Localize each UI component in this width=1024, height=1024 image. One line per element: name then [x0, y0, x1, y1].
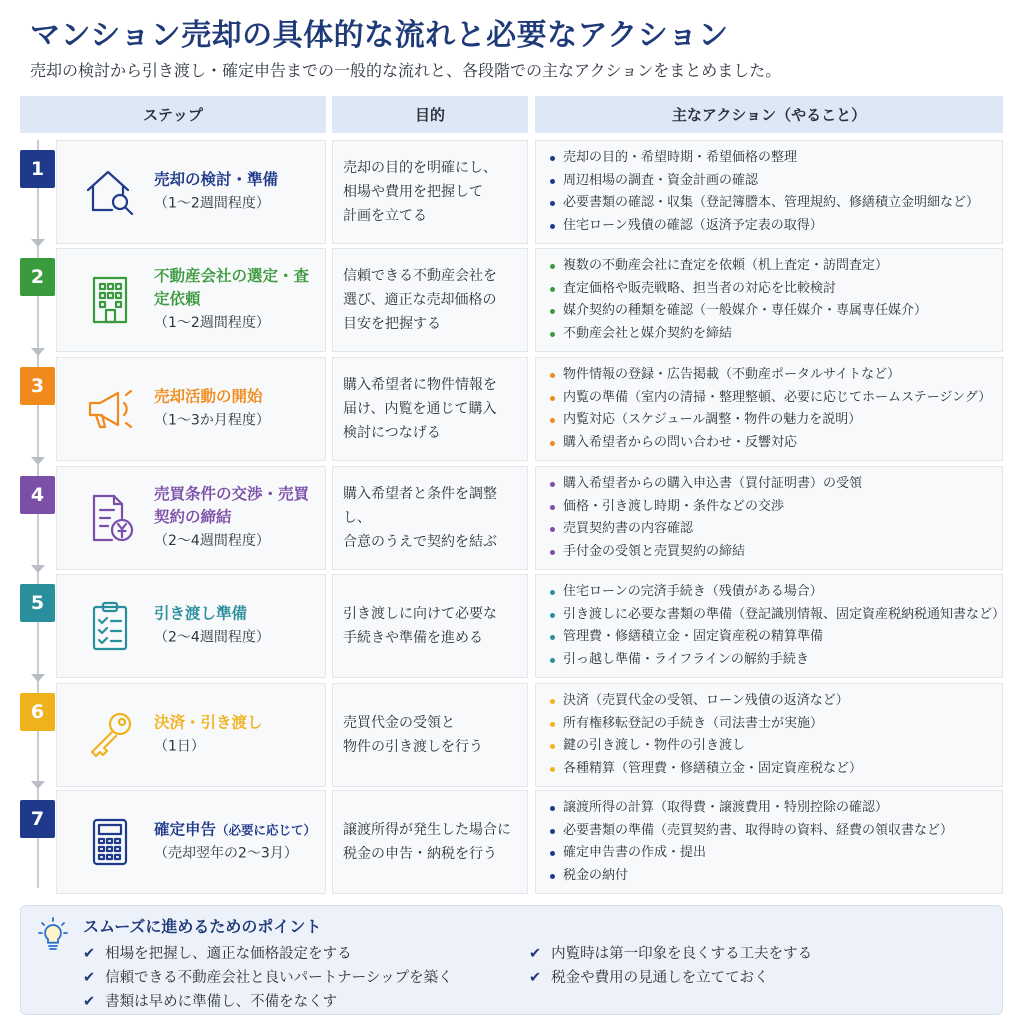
check-icon: ✔: [529, 946, 542, 962]
step-cell: [56, 357, 326, 461]
step-duration: （2〜4週間程度）: [154, 533, 270, 549]
step-cell: [56, 683, 326, 787]
action-list: [548, 473, 998, 563]
action-item: 査定価格や販売戦略、担当者の対応を比較検討: [548, 278, 998, 301]
step-purpose: 売買代金の受領と 物件の引き渡しを行う: [343, 715, 483, 755]
contract-yen-icon: [81, 489, 139, 547]
action-item: 引き渡しに必要な書類の準備（登記識別情報、固定資産税納税通知書など）: [548, 604, 998, 627]
action-item: 購入希望者からの購入申込書（買付証明書）の受領: [548, 473, 998, 496]
clipboard-check-icon: [81, 597, 139, 655]
action-item: 管理費・修繕積立金・固定資産税の精算準備: [548, 626, 998, 649]
action-item: 内覧対応（スケジュール調整・物件の魅力を説明）: [548, 409, 998, 432]
page-subtitle: 売却の検討から引き渡し・確定申告までの一般的な流れと、各段階での主なアクションをまとめました。: [30, 61, 782, 80]
lightbulb-icon: [37, 916, 69, 952]
step-cell: [56, 790, 326, 894]
tip-item: ✔ 信頼できる不動産会社と良いパートナーシップを築く: [83, 970, 453, 986]
house-search-icon: [81, 163, 139, 221]
check-icon: ✔: [83, 994, 96, 1010]
action-item: 各種精算（管理費・修繕積立金・固定資産税など）: [548, 758, 998, 781]
step-number-badge: 3: [20, 367, 55, 405]
step-purpose: 引き渡しに向けて必要な 手続きや準備を進める: [343, 606, 497, 646]
step-duration: （1日）: [154, 738, 205, 755]
step-number-badge: 6: [20, 693, 55, 731]
building-icon: [81, 271, 139, 329]
actions-cell: [535, 683, 1003, 787]
step-number-badge: 1: [20, 150, 55, 188]
tip-item: ✔ 内覧時は第一印象を良くする工夫をする: [529, 946, 813, 962]
actions-cell: [535, 248, 1003, 352]
step-purpose: 購入希望者に物件情報を 届け、内覧を通じて購入 検討につなげる: [343, 377, 497, 441]
step-row: [0, 140, 1024, 244]
check-icon: ✔: [83, 970, 96, 986]
action-item: 引っ越し準備・ライフラインの解約手続き: [548, 649, 998, 672]
step-cell: [56, 248, 326, 352]
action-item: 複数の不動産会社に査定を依頼（机上査定・訪問査定）: [548, 255, 998, 278]
action-item: 必要書類の準備（売買契約書、取得時の資料、経費の領収書など）: [548, 820, 998, 843]
action-item: 購入希望者からの問い合わせ・反響対応: [548, 432, 998, 455]
step-title: 売却活動の開始 （1〜3か月程度）: [154, 386, 324, 433]
key-icon: [81, 706, 139, 764]
actions-cell: [535, 140, 1003, 244]
purpose-cell: [332, 248, 528, 352]
action-list: [548, 255, 998, 345]
check-icon: ✔: [83, 946, 96, 962]
action-item: 譲渡所得の計算（取得費・譲渡費用・特別控除の確認）: [548, 797, 998, 820]
step-purpose: 購入希望者と条件を調整し、 合意のうえで契約を結ぶ: [343, 486, 497, 550]
action-item: 決済（売買代金の受領、ローン残債の返済など）: [548, 690, 998, 713]
step-purpose: 売却の目的を明確にし、 相場や費用を把握して 計画を立てる: [343, 160, 497, 224]
action-item: 所有権移転登記の手続き（司法書士が実施）: [548, 713, 998, 736]
step-title: 引き渡し準備 （2〜4週間程度）: [154, 603, 324, 650]
action-item: 鍵の引き渡し・物件の引き渡し: [548, 735, 998, 758]
step-row: [0, 574, 1024, 678]
action-item: 周辺相場の調査・資金計画の確認: [548, 170, 998, 193]
step-number-badge: 4: [20, 476, 55, 514]
tips-title: スムーズに進めるためのポイント: [83, 917, 322, 936]
purpose-cell: [332, 790, 528, 894]
step-number-badge: 5: [20, 584, 55, 622]
step-purpose: 譲渡所得が発生した場合に 税金の申告・納税を行う: [343, 822, 511, 862]
tip-item: ✔ 書類は早めに準備し、不備をなくす: [83, 994, 338, 1010]
step-row: [0, 248, 1024, 352]
step-duration: （1〜3か月程度）: [154, 412, 270, 429]
step-cell: [56, 140, 326, 244]
step-title: 売買条件の交渉・売買契約の締結 （2〜4週間程度）: [154, 483, 324, 553]
check-icon: ✔: [529, 970, 542, 986]
step-title: 売却の検討・準備 （1〜2週間程度）: [154, 169, 324, 216]
step-duration: （2〜4週間程度）: [154, 629, 270, 646]
action-item: 税金の納付: [548, 865, 998, 888]
action-item: 物件情報の登録・広告掲載（不動産ポータルサイトなど）: [548, 364, 998, 387]
step-title: 決済・引き渡し （1日）: [154, 712, 324, 759]
purpose-cell: [332, 466, 528, 570]
action-item: 内覧の準備（室内の清掃・整理整頓、必要に応じてホームステージング）: [548, 387, 998, 410]
actions-cell: [535, 790, 1003, 894]
action-item: 手付金の受領と売買契約の締結: [548, 541, 998, 564]
step-row: [0, 357, 1024, 461]
actions-cell: [535, 466, 1003, 570]
column-header-actions: 主なアクション（やること）: [535, 96, 1003, 133]
step-cell: [56, 466, 326, 570]
page-title: マンション売却の具体的な流れと必要なアクション: [30, 18, 729, 53]
column-header-purpose: 目的: [332, 96, 528, 133]
step-title: 確定申告（必要に応じて） （売却翌年の2〜3月）: [154, 819, 324, 866]
action-item: 価格・引き渡し時期・条件などの交渉: [548, 496, 998, 519]
purpose-cell: [332, 357, 528, 461]
megaphone-icon: [81, 380, 139, 438]
tip-item: ✔ 相場を把握し、適正な価格設定をする: [83, 946, 352, 962]
action-list: [548, 797, 998, 887]
action-item: 不動産会社と媒介契約を締結: [548, 323, 998, 346]
action-item: 住宅ローン残債の確認（返済予定表の取得）: [548, 215, 998, 238]
column-header-step: ステップ: [20, 96, 326, 133]
tips-box: [20, 905, 1003, 1015]
actions-cell: [535, 574, 1006, 678]
step-duration: （1〜2週間程度）: [154, 195, 270, 212]
actions-cell: [535, 357, 1003, 461]
purpose-cell: [332, 683, 528, 787]
action-item: 必要書類の確認・収集（登記簿謄本、管理規約、修繕積立金明細など）: [548, 192, 998, 215]
action-item: 売却の目的・希望時期・希望価格の整理: [548, 147, 998, 170]
step-row: [0, 466, 1024, 570]
step-row: [0, 683, 1024, 787]
step-purpose: 信頼できる不動産会社を 選び、適正な売却価格の 目安を把握する: [343, 268, 497, 332]
step-cell: [56, 574, 326, 678]
calculator-icon: [81, 813, 139, 871]
step-title: 不動産会社の選定・査定依頼 （1〜2週間程度）: [154, 265, 324, 335]
action-item: 確定申告書の作成・提出: [548, 842, 998, 865]
action-item: 住宅ローンの完済手続き（残債がある場合）: [548, 581, 998, 604]
step-number-badge: 7: [20, 800, 55, 838]
action-list: [548, 147, 998, 237]
step-row: [0, 790, 1024, 894]
action-list: [548, 690, 998, 780]
action-item: 売買契約書の内容確認: [548, 518, 998, 541]
step-number-badge: 2: [20, 258, 55, 296]
step-duration: （売却翌年の2〜3月）: [154, 845, 298, 862]
step-title-note: （必要に応じて）: [216, 822, 317, 838]
purpose-cell: [332, 574, 528, 678]
purpose-cell: [332, 140, 528, 244]
step-duration: （1〜2週間程度）: [154, 315, 270, 331]
tip-item: ✔ 税金や費用の見通しを立てておく: [529, 970, 769, 986]
action-item: 媒介契約の種類を確認（一般媒介・専任媒介・専属専任媒介）: [548, 300, 998, 323]
action-list: [548, 364, 998, 454]
action-list: [548, 581, 1006, 671]
